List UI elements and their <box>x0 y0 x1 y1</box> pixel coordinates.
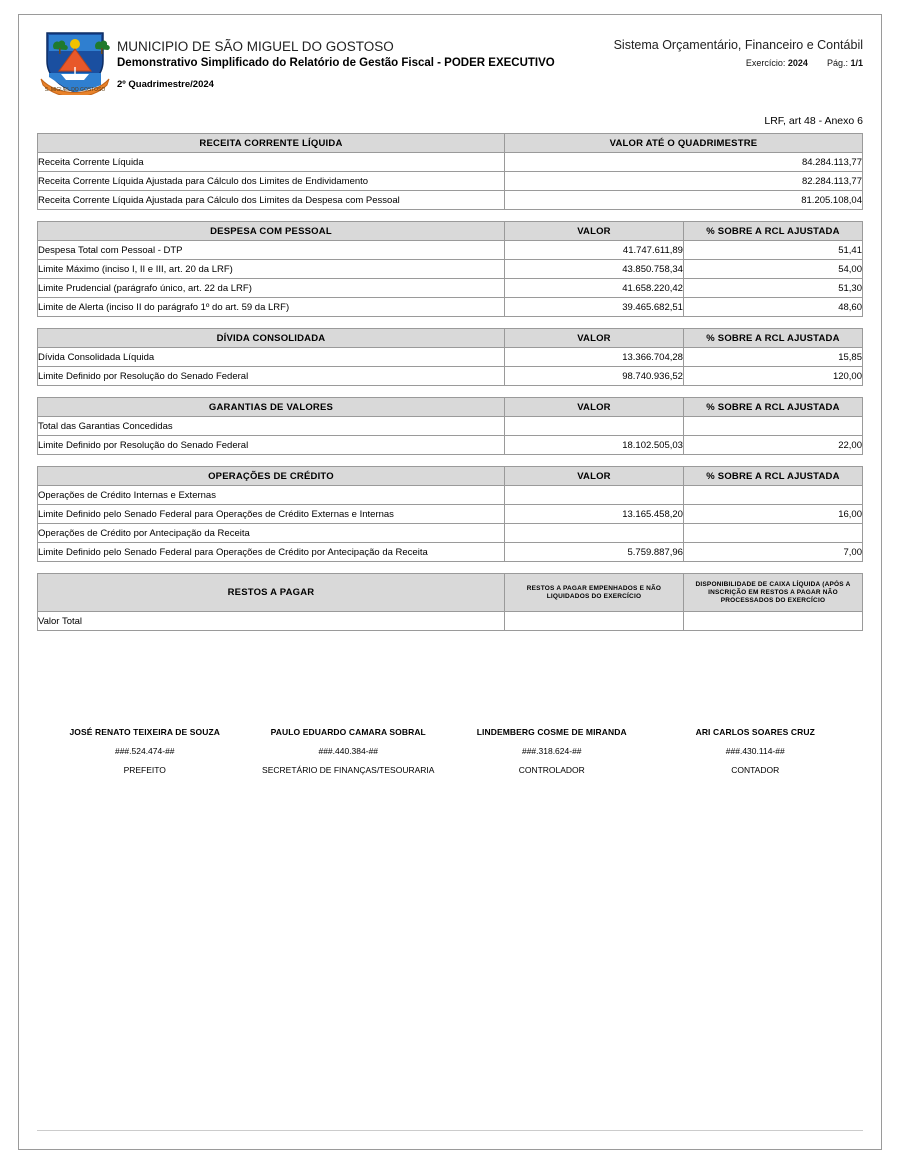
exercise-label: Exercício: <box>745 58 786 68</box>
coat-of-arms-icon <box>37 27 113 95</box>
column-header-title: OPERAÇÕES DE CRÉDITO <box>38 467 505 486</box>
report-title: Demonstrativo Simplificado do Relatório de Gestão Fiscal - PODER EXECUTIVO <box>117 57 555 69</box>
block-spacer <box>37 317 863 328</box>
table-header-row <box>38 398 863 417</box>
table-header-row <box>38 467 863 486</box>
block-spacer <box>37 455 863 466</box>
table-row <box>38 241 863 260</box>
row-label: Receita Corrente Líquida Ajustada para Cálculo dos Limites de Endividamento <box>38 172 505 191</box>
row-label: Despesa Total com Pessoal - DTP <box>38 241 505 260</box>
row-label: Limite Máximo (inciso I, II e III, art. 20 da LRF) <box>38 260 505 279</box>
row-value: 82.284.113,77 <box>504 172 862 191</box>
table-row <box>38 543 863 562</box>
row-value: 5.759.887,96 <box>504 543 683 562</box>
signature-controlador <box>450 727 654 775</box>
column-header-title: RESTOS A PAGAR <box>38 574 505 612</box>
svg-text:S. MIGUEL DO GOSTOSO: S. MIGUEL DO GOSTOSO <box>44 87 106 93</box>
row-value: 41.658.220,42 <box>504 279 683 298</box>
exercise-page-line <box>563 58 863 68</box>
footer-divider <box>37 1130 863 1131</box>
legal-reference: LRF, art 48 - Anexo 6 <box>764 115 863 127</box>
column-header-title: DÍVIDA CONSOLIDADA <box>38 329 505 348</box>
table-garantias-de-valores <box>37 397 863 455</box>
row-percent <box>683 486 862 505</box>
row-value <box>504 612 683 631</box>
row-label: Limite Prudencial (parágrafo único, art. 22 da LRF) <box>38 279 505 298</box>
column-header-restos-empenhados: RESTOS A PAGAR EMPENHADOS E NÃO LIQUIDADOS DO EXERCÍCIO <box>504 574 683 612</box>
signature-block <box>37 727 863 775</box>
row-percent: 51,30 <box>683 279 862 298</box>
row-label: Operações de Crédito Internas e Externas <box>38 486 505 505</box>
row-percent: 15,85 <box>683 348 862 367</box>
table-row <box>38 172 863 191</box>
table-operacoes-de-credito <box>37 466 863 562</box>
table-despesa-com-pessoal <box>37 221 863 317</box>
entity-name: MUNICIPIO DE SÃO MIGUEL DO GOSTOSO <box>117 39 394 54</box>
table-receita-corrente-liquida <box>37 133 863 210</box>
row-label: Total das Garantias Concedidas <box>38 417 505 436</box>
row-percent <box>683 417 862 436</box>
system-name: Sistema Orçamentário, Financeiro e Contábil <box>613 38 863 52</box>
row-label: Receita Corrente Líquida <box>38 153 505 172</box>
table-header-row <box>38 222 863 241</box>
column-header-title: DESPESA COM PESSOAL <box>38 222 505 241</box>
column-header-percent: % SOBRE A RCL AJUSTADA <box>683 222 862 241</box>
column-header-value: VALOR <box>504 467 683 486</box>
signature-document: ###.440.384-## <box>318 746 379 756</box>
column-header-percent: % SOBRE A RCL AJUSTADA <box>683 467 862 486</box>
table-row <box>38 260 863 279</box>
column-header-value: VALOR <box>504 222 683 241</box>
table-row <box>38 348 863 367</box>
table-row <box>38 436 863 455</box>
signature-contador <box>654 727 858 775</box>
signature-name: ARI CARLOS SOARES CRUZ <box>695 727 815 737</box>
row-label: Limite de Alerta (inciso II do parágrafo 1º do art. 59 da LRF) <box>38 298 505 317</box>
column-header-percent: % SOBRE A RCL AJUSTADA <box>683 398 862 417</box>
row-percent: 51,41 <box>683 241 862 260</box>
column-header-value: VALOR <box>504 398 683 417</box>
table-row <box>38 279 863 298</box>
exercise-value: 2024 <box>787 58 808 68</box>
row-label: Valor Total <box>38 612 505 631</box>
row-value <box>504 486 683 505</box>
column-header-title: RECEITA CORRENTE LÍQUIDA <box>38 134 505 153</box>
table-restos-a-pagar <box>37 573 863 631</box>
row-value: 81.205.108,04 <box>504 191 862 210</box>
signature-document: ###.524.474-## <box>114 746 175 756</box>
column-header-disponibilidade-caixa: DISPONIBILIDADE DE CAIXA LÍQUIDA (APÓS A INSCRIÇÃO EM RESTOS A PAGAR NÃO PROCESSADOS DO EXERCÍCIO <box>683 574 862 612</box>
table-row <box>38 524 863 543</box>
row-value: 43.850.758,34 <box>504 260 683 279</box>
signature-role: SECRETÁRIO DE FINANÇAS/TESOURARIA <box>262 765 435 775</box>
row-value: 84.284.113,77 <box>504 153 862 172</box>
table-row <box>38 298 863 317</box>
row-label: Limite Definido por Resolução do Senado Federal <box>38 436 505 455</box>
report-period: 2º Quadrimestre/2024 <box>117 79 214 90</box>
block-spacer <box>37 562 863 573</box>
row-value: 18.102.505,03 <box>504 436 683 455</box>
document-page <box>18 14 882 1150</box>
table-row <box>38 505 863 524</box>
table-row <box>38 486 863 505</box>
row-percent: 48,60 <box>683 298 862 317</box>
row-percent: 22,00 <box>683 436 862 455</box>
row-value: 13.165.458,20 <box>504 505 683 524</box>
signature-name: LINDEMBERG COSME DE MIRANDA <box>476 727 627 737</box>
row-value: 13.366.704,28 <box>504 348 683 367</box>
row-value <box>504 524 683 543</box>
page-value: 1/1 <box>850 58 863 68</box>
table-row <box>38 191 863 210</box>
table-row <box>38 612 863 631</box>
column-header-title: GARANTIAS DE VALORES <box>38 398 505 417</box>
document-header <box>37 25 863 97</box>
signature-name: JOSÉ RENATO TEIXEIRA DE SOUZA <box>69 727 221 737</box>
table-header-row <box>38 574 863 612</box>
signature-prefeito <box>43 727 247 775</box>
signature-name: PAULO EDUARDO CAMARA SOBRAL <box>270 727 426 737</box>
signature-role: PREFEITO <box>123 765 166 775</box>
table-row <box>38 153 863 172</box>
block-spacer <box>37 210 863 221</box>
row-value: 98.740.936,52 <box>504 367 683 386</box>
signature-document: ###.430.114-## <box>725 746 785 756</box>
row-value <box>504 417 683 436</box>
row-label: Limite Definido por Resolução do Senado Federal <box>38 367 505 386</box>
row-percent: 54,00 <box>683 260 862 279</box>
row-label: Receita Corrente Líquida Ajustada para Cálculo dos Limites da Despesa com Pessoal <box>38 191 505 210</box>
table-header-row <box>38 134 863 153</box>
header-meta <box>563 37 863 68</box>
row-label: Dívida Consolidada Líquida <box>38 348 505 367</box>
column-header-value: VALOR ATÉ O QUADRIMESTRE <box>504 134 862 153</box>
row-label: Operações de Crédito por Antecipação da Receita <box>38 524 505 543</box>
table-divida-consolidada <box>37 328 863 386</box>
signature-secretario <box>247 727 451 775</box>
row-percent: 16,00 <box>683 505 862 524</box>
signature-role: CONTROLADOR <box>518 765 585 775</box>
row-label: Limite Definido pelo Senado Federal para Operações de Crédito Externas e Internas <box>38 505 505 524</box>
row-value: 41.747.611,89 <box>504 241 683 260</box>
row-value: 39.465.682,51 <box>504 298 683 317</box>
row-percent <box>683 612 862 631</box>
table-row <box>38 417 863 436</box>
signature-document: ###.318.624-## <box>521 746 582 756</box>
table-row <box>38 367 863 386</box>
column-header-percent: % SOBRE A RCL AJUSTADA <box>683 329 862 348</box>
row-percent: 7,00 <box>683 543 862 562</box>
column-header-value: VALOR <box>504 329 683 348</box>
table-header-row <box>38 329 863 348</box>
block-spacer <box>37 386 863 397</box>
signature-role: CONTADOR <box>731 765 780 775</box>
row-percent <box>683 524 862 543</box>
row-percent: 120,00 <box>683 367 862 386</box>
row-label: Limite Definido pelo Senado Federal para Operações de Crédito por Antecipação da Receita <box>38 543 505 562</box>
page-label: Pág.: <box>826 58 848 68</box>
